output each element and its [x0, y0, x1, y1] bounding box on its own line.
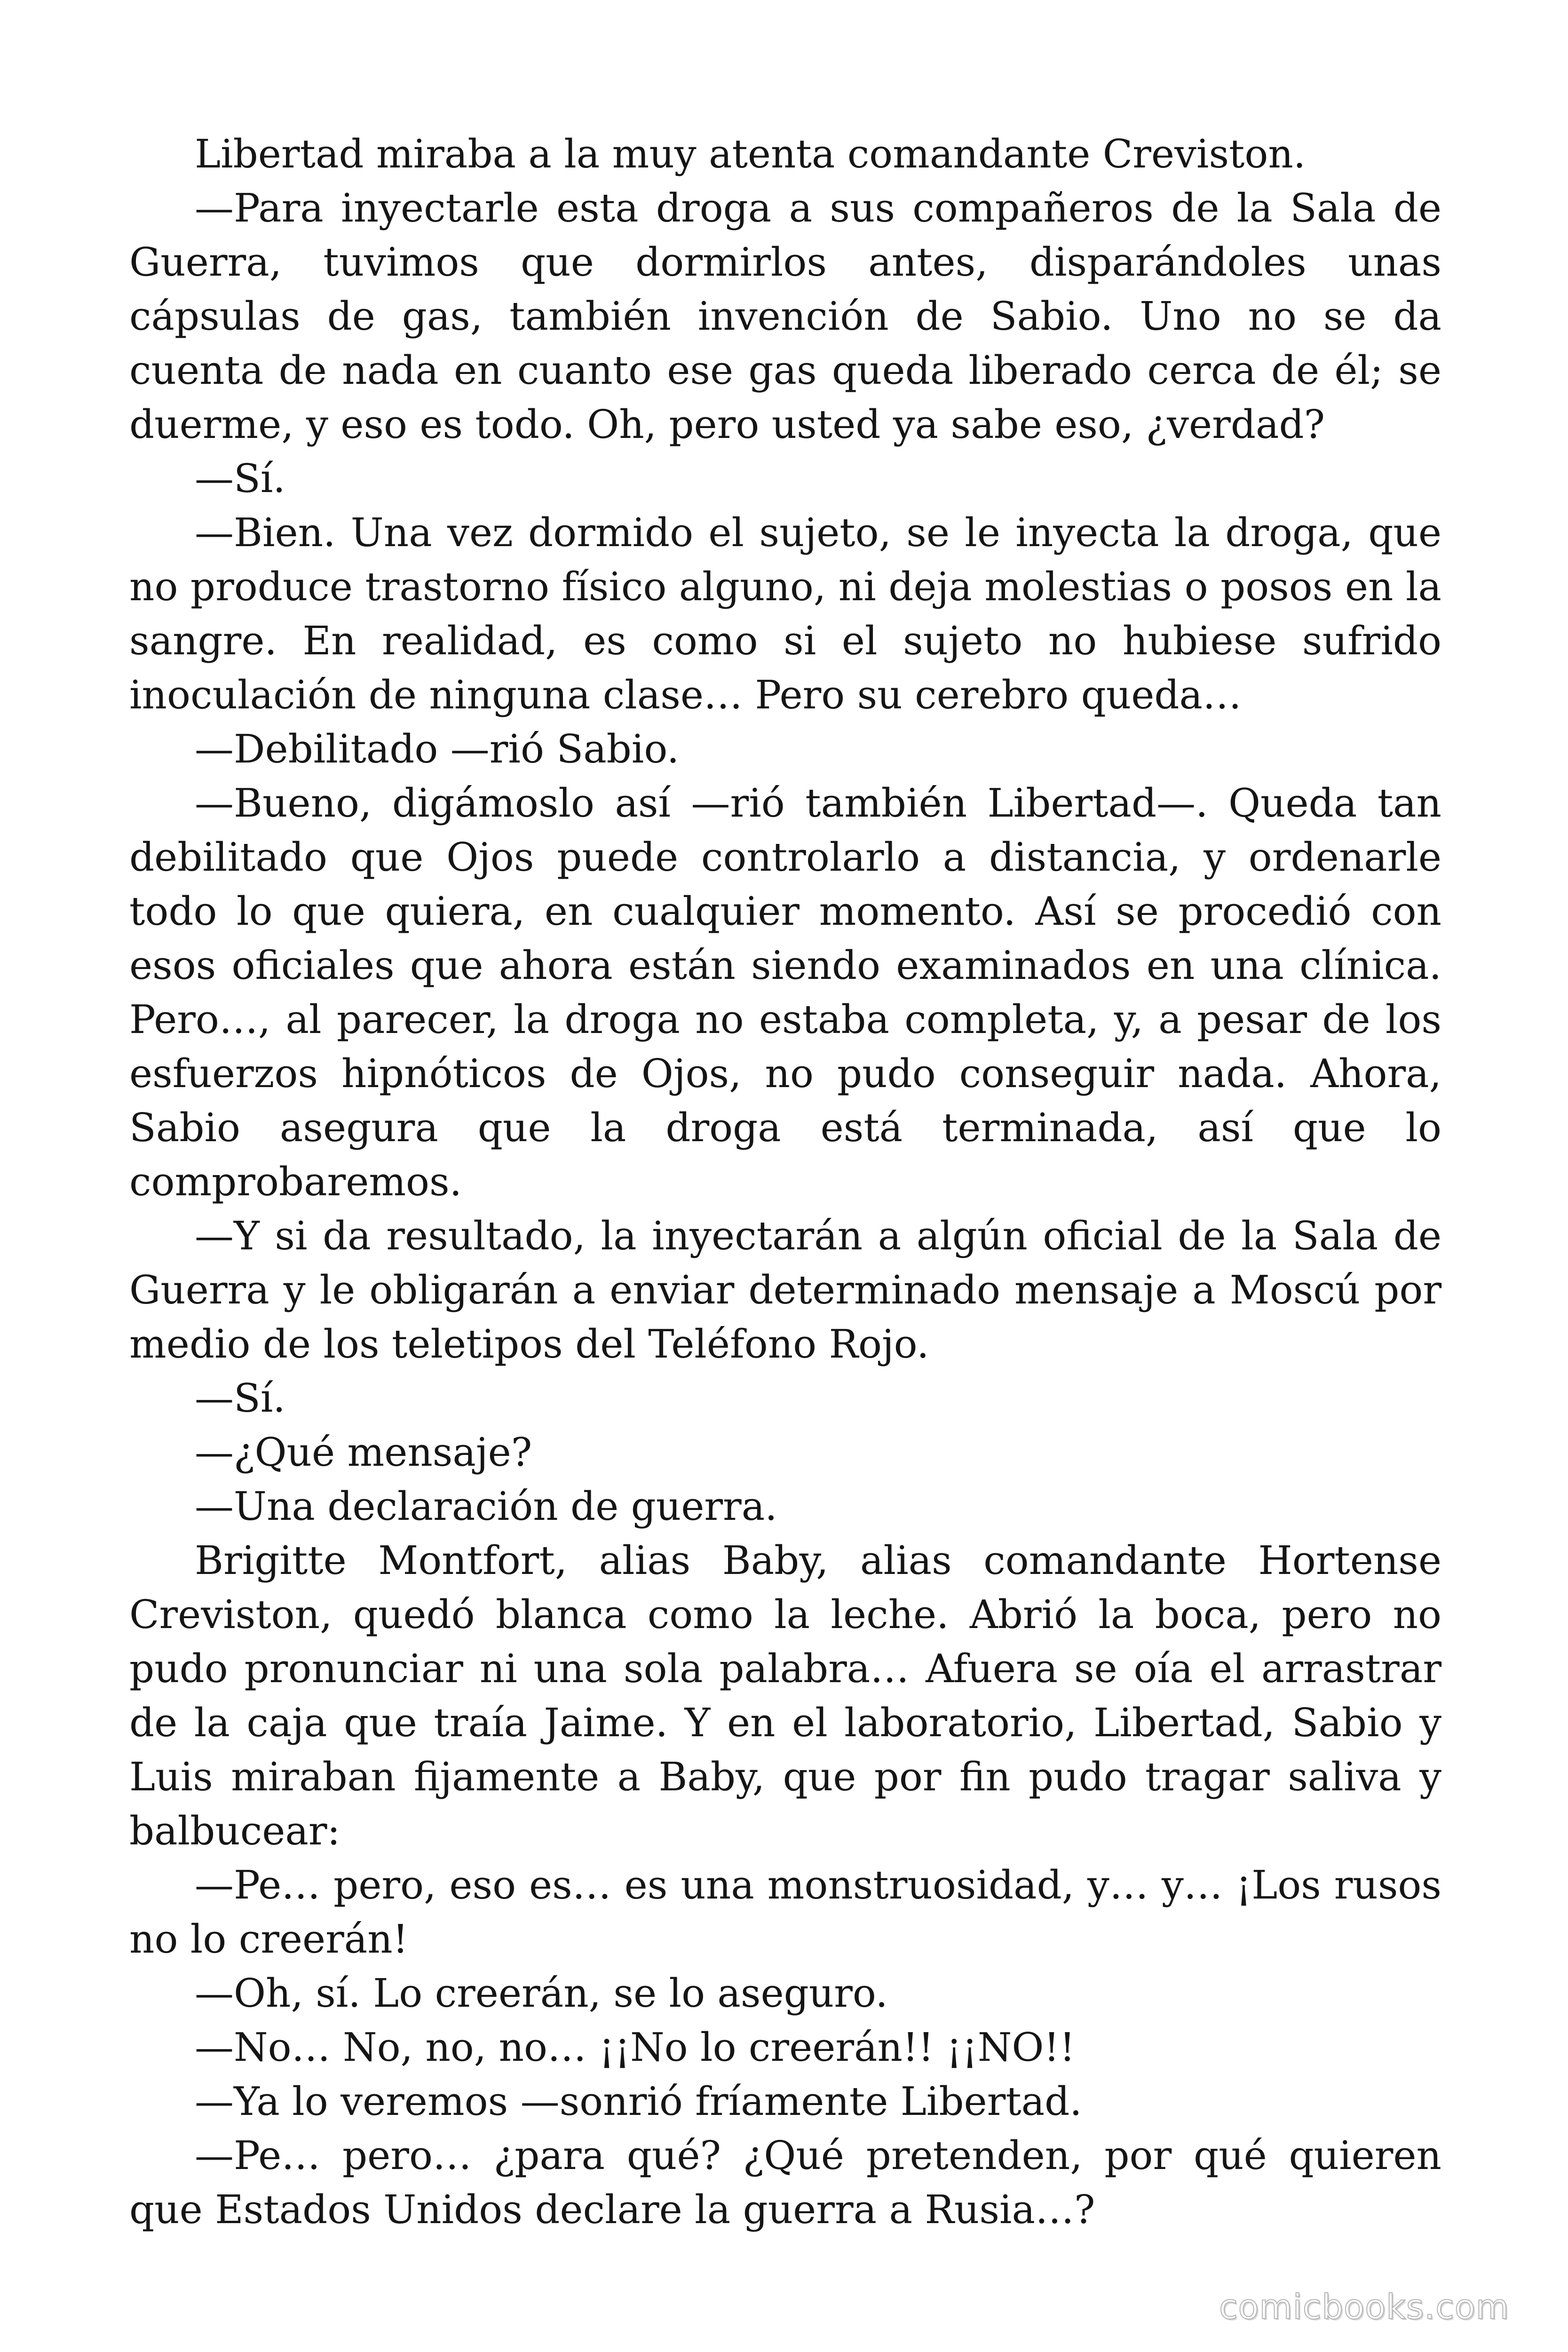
paragraph: —No… No, no, no… ¡¡No lo creerán!! ¡¡NO!! [195, 2025, 1076, 2070]
paragraph: Libertad miraba a la muy atenta comandante Creviston. [195, 131, 1306, 177]
body-text [129, 127, 1441, 2237]
paragraph: —Para inyectarle esta droga a sus compañeros de la Sala de Guerra, tuvimos que dormirlos antes, disparándoles unas cápsulas de gas, también invención de Sabio. Uno no se da cuenta de nada en cuanto ese gas queda liberado cerca de él; se duerme, y eso es todo. Oh, pero usted ya sabe eso, ¿verdad? [129, 185, 1441, 447]
paragraph: —Pe… pero… ¿para qué? ¿Qué pretenden, por qué quieren que Estados Unidos declare la guerra a Rusia…? [129, 2133, 1441, 2233]
watermark: comicbooks.com [1219, 2287, 1509, 2327]
paragraph: —Sí. [195, 456, 285, 501]
paragraph: —Bueno, digámoslo así —rió también Libertad—. Queda tan debilitado que Ojos puede controlarlo a distancia, y ordenarle todo lo que quiera, en cualquier momento. Así se procedió con esos oficiales que ahora están siendo examinados en una clínica. Pero…, al parecer, la droga no estaba completa, y, a pesar de los esfuerzos hipnóticos de Ojos, no pudo conseguir nada. Ahora, Sabio asegura que la droga está terminada, así que lo comprobaremos. [129, 780, 1441, 1205]
paragraph: —Y si da resultado, la inyectarán a algún oficial de la Sala de Guerra y le obligarán a enviar determinado mensaje a Moscú por medio de los teletipos del Teléfono Rojo. [129, 1213, 1441, 1367]
paragraph: —¿Qué mensaje? [195, 1430, 532, 1475]
paragraph: —Sí. [195, 1375, 285, 1421]
paragraph: Brigitte Montfort, alias Baby, alias comandante Hortense Creviston, quedó blanca como la leche. Abrió la boca, pero no pudo pronunciar ni una sola palabra… Afuera se oía el arrastrar de la caja que traía Jaime. Y en el laboratorio, Libertad, Sabio y Luis miraban fijamente a Baby, que por fin pudo tragar saliva y balbucear: [129, 1538, 1441, 1854]
paragraph: —Pe… pero, eso es… es una monstruosidad, y… y… ¡Los rusos no lo creerán! [129, 1862, 1441, 1962]
paragraph: —Debilitado —rió Sabio. [195, 726, 680, 772]
paragraph: —Una declaración de guerra. [195, 1484, 777, 1529]
paragraph: —Ya lo veremos —sonrió fríamente Libertad. [195, 2079, 1082, 2124]
paragraph: —Oh, sí. Lo creerán, se lo aseguro. [195, 1971, 888, 2016]
paragraph: —Bien. Una vez dormido el sujeto, se le inyecta la droga, que no produce trastorno físico alguno, ni deja molestias o posos en la sangre. En realidad, es como si el sujeto no hubiese sufrido inoculación de ninguna clase… Pero su cerebro queda… [129, 510, 1441, 718]
